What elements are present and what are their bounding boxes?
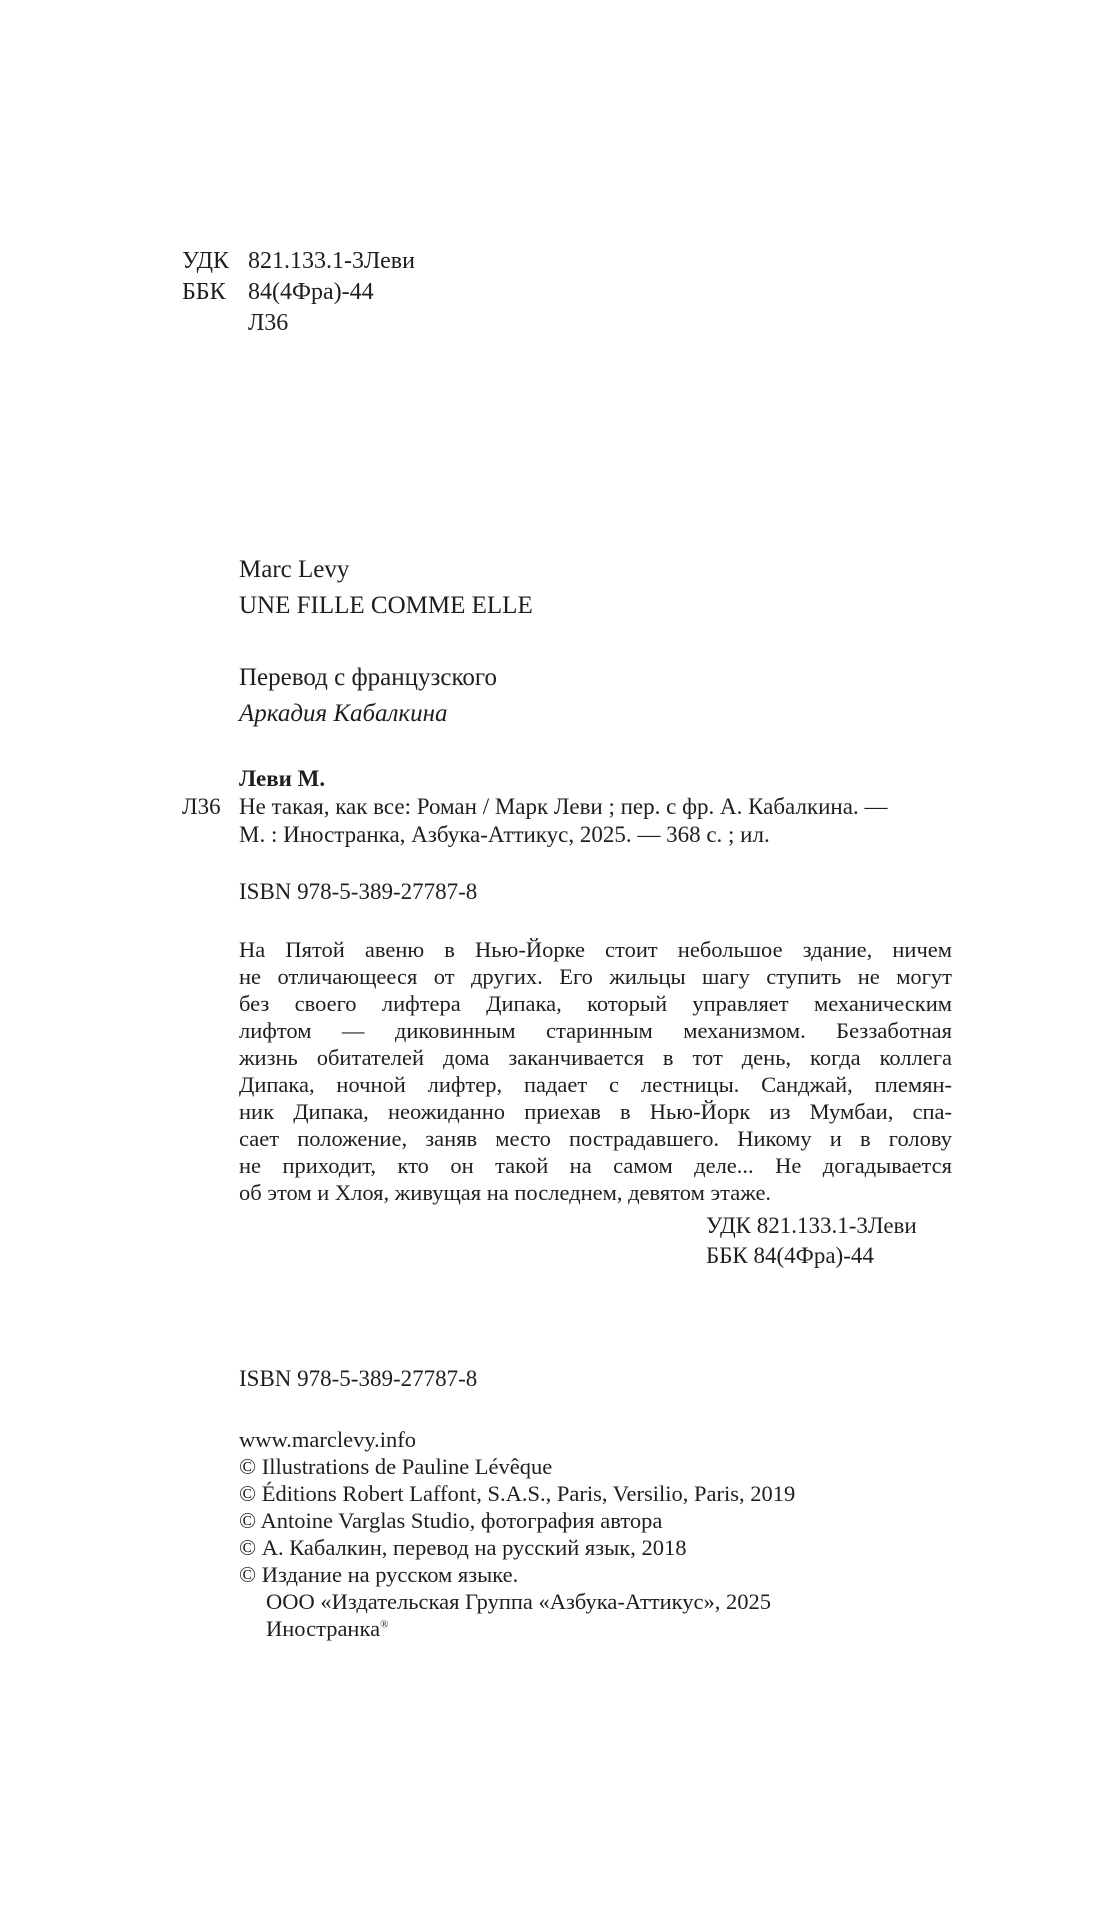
copyright-block — [239, 1426, 795, 1642]
annotation — [239, 936, 952, 1206]
bbk-value: 84(4Фра)-44 — [248, 279, 374, 305]
isbn-top: ISBN 978-5-389-27787-8 — [239, 879, 478, 904]
bbk-row — [182, 277, 415, 308]
classification-block — [182, 246, 415, 339]
udk-label: УДК — [182, 248, 229, 274]
author-mark-row — [182, 308, 415, 339]
record-author: Леви М. — [239, 766, 326, 791]
isbn-bottom: ISBN 978-5-389-27787-8 — [239, 1366, 478, 1391]
translator-name: Аркадия Кабалкина — [239, 700, 448, 727]
record-line-1 — [182, 793, 887, 821]
imprint-line — [239, 1615, 795, 1642]
original-author: Marc Levy — [239, 556, 350, 583]
translation-block — [239, 660, 497, 732]
copyright-edition-ru: © Издание на русском языке. — [239, 1562, 519, 1587]
annotation-line: сает положение, заняв место пострадавшего. Никому и в голову — [239, 1126, 952, 1151]
annotation-line: Дипака, ночной лифтер, падает с лестницы. Санджай, племян- — [239, 1072, 952, 1097]
bibliographic-record — [182, 765, 887, 849]
copyright-photo: © Antoine Varglas Studio, фотография автора — [239, 1508, 663, 1533]
website: www.marclevy.info — [239, 1427, 417, 1452]
annotation-line: без своего лифтера Дипака, который управляет механическим — [239, 991, 952, 1016]
bbk-label: ББК — [182, 279, 226, 305]
annotation-line: об этом и Хлоя, живущая на последнем, девятом этаже. — [239, 1180, 772, 1205]
udk-row — [182, 246, 415, 277]
annotation-line: лифтом — диковинным старинным механизмом. Беззаботная — [239, 1018, 952, 1043]
annotation-line: не приходит, кто он такой на самом деле... Не догадывается — [239, 1153, 952, 1178]
annotation-line: жизнь обитателей дома заканчивается в тот день, когда коллега — [239, 1045, 952, 1070]
copyright-translation: © А. Кабалкин, перевод на русский язык, 2018 — [239, 1535, 687, 1560]
udk-value: 821.133.1-3Леви — [248, 248, 415, 274]
annotation-line: На Пятой авеню в Нью-Йорке стоит небольшое здание, ничем — [239, 937, 952, 962]
translation-label: Перевод с французского — [239, 664, 498, 691]
imprint-name: Иностранка — [266, 1616, 381, 1641]
udk-right: УДК 821.133.1-3Леви — [706, 1213, 917, 1238]
registered-mark: ® — [380, 1618, 389, 1631]
record-title-line: Не такая, как все: Роман / Марк Леви ; пер. с фр. А. Кабалкина. — — [239, 794, 888, 819]
classification-right — [706, 1211, 917, 1271]
bbk-right: ББК 84(4Фра)-44 — [706, 1243, 874, 1268]
annotation-line: ник Дипака, неожиданно приехав в Нью-Йорк из Мумбаи, спа- — [239, 1099, 952, 1124]
copyright-editions: © Éditions Robert Laffont, S.A.S., Paris, Versilio, Paris, 2019 — [239, 1481, 796, 1506]
copyright-publisher: ООО «Издательская Группа «Азбука-Аттикус», 2025 — [266, 1589, 772, 1614]
original-title: UNE FILLE COMME ELLE — [239, 592, 533, 619]
record-mark: Л36 — [182, 794, 221, 819]
original-title-block — [239, 552, 533, 624]
record-publisher-line: М. : Иностранка, Азбука-Аттикус, 2025. — 368 с. ; ил. — [239, 822, 770, 847]
copyright-illustrations: © Illustrations de Pauline Lévêque — [239, 1454, 553, 1479]
annotation-line: не отличающееся от других. Его жильцы шагу ступить не могут — [239, 964, 952, 989]
author-mark: Л36 — [248, 310, 289, 336]
